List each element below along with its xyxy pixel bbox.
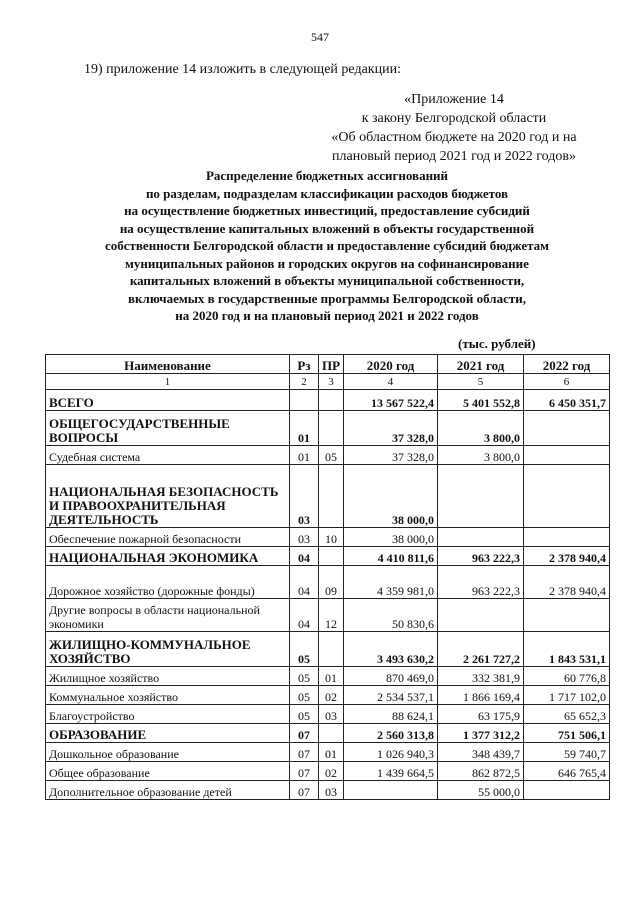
row-2020: 37 328,0	[344, 411, 438, 446]
row-rz: 03	[290, 528, 319, 547]
row-2020: 2 560 313,8	[344, 724, 438, 743]
row-name: Общее образование	[46, 762, 290, 781]
row-2021: 1 377 312,2	[438, 724, 524, 743]
row-2021: 55 000,0	[438, 781, 524, 800]
index-cell: 6	[524, 374, 610, 390]
row-rz: 07	[290, 743, 319, 762]
row-name: Коммунальное хозяйство	[46, 686, 290, 705]
index-cell: 1	[46, 374, 290, 390]
row-name: ЖИЛИЩНО-КОММУНАЛЬНОЕ ХОЗЯЙСТВО	[46, 632, 290, 667]
row-pr: 09	[319, 566, 344, 599]
title-line: на 2020 год и на плановый период 2021 и 2022 годов	[175, 308, 479, 323]
row-pr	[319, 465, 344, 528]
row-pr	[319, 632, 344, 667]
table-row	[46, 446, 610, 465]
header-pr: ПР	[319, 355, 344, 374]
row-2022: 60 776,8	[524, 667, 610, 686]
row-name: Дополнительное образование детей	[46, 781, 290, 800]
row-2020: 1 439 664,5	[344, 762, 438, 781]
row-2020: 38 000,0	[344, 528, 438, 547]
row-name: Жилищное хозяйство	[46, 667, 290, 686]
title-line: капитальных вложений в объекты муниципальной собственности,	[129, 273, 525, 288]
appendix-line: плановый период 2021 год и 2022 годов»	[332, 149, 576, 164]
unit-label: (тыс. рублей)	[458, 336, 536, 351]
row-2021	[438, 465, 524, 528]
row-rz: 05	[290, 667, 319, 686]
index-cell: 3	[319, 374, 344, 390]
row-name: Судебная система	[46, 446, 290, 465]
row-rz: 05	[290, 705, 319, 724]
table-row	[46, 411, 610, 446]
row-2022: 2 378 940,4	[524, 566, 610, 599]
table-row	[46, 599, 610, 632]
title-line: на осуществление бюджетных инвестиций, предоставление субсидий	[124, 203, 530, 218]
row-2020: 2 534 537,1	[344, 686, 438, 705]
header-2021: 2021 год	[438, 355, 524, 374]
row-pr: 12	[319, 599, 344, 632]
row-2022	[524, 411, 610, 446]
row-2022	[524, 465, 610, 528]
row-rz: 03	[290, 465, 319, 528]
row-pr	[319, 547, 344, 566]
column-index-row	[46, 374, 610, 390]
row-2022: 1 843 531,1	[524, 632, 610, 667]
row-2022	[524, 528, 610, 547]
row-2022: 751 506,1	[524, 724, 610, 743]
table-row	[46, 762, 610, 781]
row-2022	[524, 446, 610, 465]
table-row	[46, 724, 610, 743]
row-2020: 13 567 522,4	[344, 390, 438, 411]
table-row	[46, 781, 610, 800]
index-cell: 4	[344, 374, 438, 390]
table-row	[46, 743, 610, 762]
row-2022	[524, 781, 610, 800]
table-row	[46, 390, 610, 411]
table-row	[46, 705, 610, 724]
table-header-row	[46, 355, 610, 374]
row-pr: 10	[319, 528, 344, 547]
intro-text: 19) приложение 14 изложить в следующей редакции:	[84, 62, 401, 77]
document-title	[40, 167, 614, 325]
header-2022: 2022 год	[524, 355, 610, 374]
row-2022: 646 765,4	[524, 762, 610, 781]
row-rz: 04	[290, 566, 319, 599]
row-name: ОБРАЗОВАНИЕ	[46, 724, 290, 743]
row-rz	[290, 390, 319, 411]
row-2021: 2 261 727,2	[438, 632, 524, 667]
row-rz: 04	[290, 547, 319, 566]
row-2020: 4 359 981,0	[344, 566, 438, 599]
row-2020: 1 026 940,3	[344, 743, 438, 762]
title-line: включаемых в государственные программы Белгородской области,	[128, 290, 526, 306]
row-rz: 01	[290, 411, 319, 446]
row-2020: 38 000,0	[344, 465, 438, 528]
row-2022: 2 378 940,4	[524, 547, 610, 566]
row-pr	[319, 724, 344, 743]
row-2020: 4 410 811,6	[344, 547, 438, 566]
row-2020: 50 830,6	[344, 599, 438, 632]
appendix-heading	[316, 90, 592, 166]
header-name: Наименование	[46, 355, 290, 374]
row-rz: 07	[290, 762, 319, 781]
table-row	[46, 547, 610, 566]
row-pr: 03	[319, 705, 344, 724]
row-name: Обеспечение пожарной безопасности	[46, 528, 290, 547]
title-line: Распределение бюджетных ассигнований	[205, 168, 449, 183]
row-2022: 65 652,3	[524, 705, 610, 724]
page-number: 547	[311, 30, 329, 44]
row-name: ОБЩЕГОСУДАРСТВЕННЫЕ ВОПРОСЫ	[46, 411, 290, 446]
row-2021: 3 800,0	[438, 446, 524, 465]
title-line: на осуществление капитальных вложений в объекты государственной	[119, 220, 535, 236]
row-rz: 07	[290, 724, 319, 743]
title-line: по разделам, подразделам классификации расходов бюджетов	[145, 185, 509, 201]
row-2020: 870 469,0	[344, 667, 438, 686]
row-2021: 332 381,9	[438, 667, 524, 686]
appendix-line: «Об областном бюджете на 2020 год и на	[331, 130, 577, 145]
row-2021: 963 222,3	[438, 566, 524, 599]
budget-table	[45, 354, 610, 800]
table-row	[46, 632, 610, 667]
table-row	[46, 566, 610, 599]
table-row	[46, 686, 610, 705]
row-2022: 1 717 102,0	[524, 686, 610, 705]
row-pr	[319, 390, 344, 411]
row-pr: 01	[319, 667, 344, 686]
row-name: Дорожное хозяйство (дорожные фонды)	[46, 566, 290, 599]
table-row	[46, 667, 610, 686]
row-rz: 05	[290, 686, 319, 705]
row-name: Благоустройство	[46, 705, 290, 724]
row-pr: 02	[319, 762, 344, 781]
row-2020: 88 624,1	[344, 705, 438, 724]
title-line: муниципальных районов и городских округов на софинансирование	[125, 255, 529, 271]
row-2022: 59 740,7	[524, 743, 610, 762]
row-rz: 01	[290, 446, 319, 465]
row-pr: 05	[319, 446, 344, 465]
row-pr: 01	[319, 743, 344, 762]
row-pr	[319, 411, 344, 446]
index-cell: 2	[290, 374, 319, 390]
row-name: Другие вопросы в области национальной экономики	[46, 599, 290, 632]
row-2021: 63 175,9	[438, 705, 524, 724]
row-name: НАЦИОНАЛЬНАЯ БЕЗОПАСНОСТЬ И ПРАВООХРАНИТЕЛЬНАЯ ДЕЯТЕЛЬНОСТЬ	[46, 465, 290, 528]
row-2021: 963 222,3	[438, 547, 524, 566]
row-rz: 04	[290, 599, 319, 632]
row-2020: 37 328,0	[344, 446, 438, 465]
row-rz: 07	[290, 781, 319, 800]
row-2021: 862 872,5	[438, 762, 524, 781]
row-rz: 05	[290, 632, 319, 667]
header-rz: Рз	[290, 355, 319, 374]
row-2021: 348 439,7	[438, 743, 524, 762]
row-pr: 02	[319, 686, 344, 705]
row-2021: 3 800,0	[438, 411, 524, 446]
row-name: Дошкольное образование	[46, 743, 290, 762]
row-2022	[524, 599, 610, 632]
index-cell: 5	[438, 374, 524, 390]
appendix-line: «Приложение 14	[404, 92, 504, 107]
row-2022: 6 450 351,7	[524, 390, 610, 411]
row-2020	[344, 781, 438, 800]
row-name: НАЦИОНАЛЬНАЯ ЭКОНОМИКА	[46, 547, 290, 566]
row-2021: 5 401 552,8	[438, 390, 524, 411]
table-row	[46, 465, 610, 528]
table-row	[46, 528, 610, 547]
row-2021	[438, 528, 524, 547]
row-2020: 3 493 630,2	[344, 632, 438, 667]
appendix-line: к закону Белгородской области	[361, 111, 547, 126]
title-line: собственности Белгородской области и предоставление субсидий бюджетам	[104, 238, 549, 253]
row-name: ВСЕГО	[46, 390, 290, 411]
row-pr: 03	[319, 781, 344, 800]
row-2021: 1 866 169,4	[438, 686, 524, 705]
row-2021	[438, 599, 524, 632]
header-2020: 2020 год	[344, 355, 438, 374]
